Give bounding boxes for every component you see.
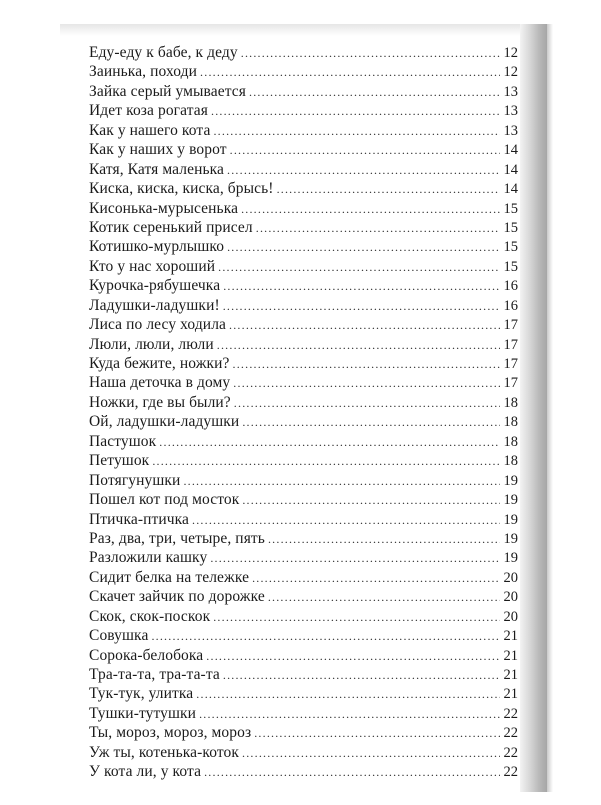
toc-entry-title: Потягунушки — [89, 471, 181, 489]
toc-dot-leader — [159, 433, 500, 452]
toc-entry-page-number: 21 — [503, 667, 518, 683]
toc-dot-leader — [217, 336, 500, 355]
toc-entry — [89, 762, 518, 781]
toc-dot-leader — [192, 511, 500, 530]
toc-entry-page-number: 17 — [503, 317, 518, 334]
toc-entry-title: Пошел кот под мосток — [89, 491, 240, 509]
toc-entry-title: Как у нашего кота — [89, 121, 211, 139]
toc-entry — [89, 354, 518, 373]
toc-entry — [89, 548, 518, 567]
toc-entry-page-number: 22 — [503, 764, 518, 781]
toc-dot-leader — [252, 569, 500, 588]
toc-entry — [89, 121, 518, 140]
toc-dot-leader — [234, 394, 500, 413]
page-edge-shadow — [520, 24, 547, 792]
toc-entry-title: Скачет зайчик по дорожке — [89, 588, 265, 606]
toc-entry-title: Уж ты, котенька-коток — [89, 743, 240, 761]
toc-entry-page-number: 16 — [503, 278, 518, 295]
toc-entry-page-number: 17 — [503, 375, 518, 392]
toc-entry-title: Кисонька-мурысенька — [89, 199, 239, 217]
toc-entry-title: Котишко-мурлышко — [89, 238, 225, 256]
toc-entry — [89, 257, 518, 276]
toc-entry — [89, 646, 518, 665]
toc-entry-page-number: 17 — [503, 336, 518, 353]
toc-entry — [89, 237, 518, 256]
toc-entry-title: Зайка серый умывается — [89, 82, 246, 100]
toc-dot-leader — [241, 200, 500, 219]
toc-entry — [89, 723, 518, 742]
toc-dot-leader — [211, 102, 500, 121]
toc-entry-page-number: 21 — [503, 628, 518, 645]
toc-entry-page-number: 22 — [503, 725, 518, 742]
toc-entry — [89, 199, 518, 218]
toc-entry-page-number: 17 — [503, 356, 518, 372]
toc-entry-page-number: 18 — [503, 414, 518, 431]
toc-entry-title: Птичка-птичка — [89, 510, 190, 528]
toc-entry — [89, 607, 518, 626]
toc-dot-leader — [230, 141, 500, 160]
toc-entry-title: Тук-тук, улитка — [89, 685, 194, 703]
toc-entry-page-number: 21 — [503, 686, 518, 703]
toc-dot-leader — [268, 530, 500, 549]
toc-entry-title: Петушок — [89, 452, 150, 470]
toc-entry — [89, 587, 518, 606]
toc-entry — [89, 296, 518, 315]
toc-entry-page-number: 18 — [503, 453, 518, 470]
toc-entry — [89, 335, 518, 354]
toc-dot-leader — [249, 83, 500, 102]
toc-entry-title: Ты, мороз, мороз, мороз — [89, 724, 252, 742]
toc-entry-title: Люли, люли, люли — [89, 335, 214, 353]
toc-entry — [89, 665, 518, 684]
toc-entry — [89, 626, 518, 645]
toc-entry-page-number: 19 — [503, 492, 518, 509]
toc-entry — [89, 451, 518, 470]
toc-entry — [89, 315, 518, 334]
toc-dot-leader — [151, 627, 500, 646]
toc-entry-page-number: 18 — [503, 394, 518, 411]
toc-entry-title: Пастушок — [89, 432, 157, 450]
toc-entry — [89, 412, 518, 431]
toc-entry-title: Курочка-рябушечка — [89, 277, 221, 295]
toc-dot-leader — [242, 413, 500, 432]
toc-dot-leader — [152, 452, 500, 471]
toc-dot-leader — [256, 219, 500, 238]
toc-entry-page-number: 22 — [503, 705, 518, 722]
toc-entry — [89, 510, 518, 529]
toc-dot-leader — [227, 161, 500, 180]
toc-entry-page-number: 15 — [503, 239, 518, 256]
toc-entry-title: Совушка — [89, 627, 149, 645]
toc-entry-page-number: 20 — [503, 569, 518, 586]
toc-entry — [89, 471, 518, 490]
toc-dot-leader — [200, 63, 500, 82]
toc-entry-title: Как у наших у ворот — [89, 141, 227, 159]
toc-dot-leader — [223, 666, 500, 685]
toc-dot-leader — [213, 122, 500, 141]
toc-dot-leader — [183, 472, 500, 491]
toc-entry — [89, 393, 518, 412]
toc-entry — [89, 704, 518, 723]
toc-entry-page-number: 14 — [503, 161, 518, 178]
toc-entry — [89, 101, 518, 120]
toc-dot-leader — [206, 647, 500, 666]
toc-entry — [89, 82, 518, 101]
toc-entry-title: Тушки-тутушки — [89, 704, 197, 722]
toc-entry-page-number: 14 — [503, 181, 518, 198]
page-edge-fade — [547, 24, 553, 792]
toc-entry-title: Ой, ладушки-ладушки — [89, 413, 240, 431]
toc-dot-leader — [210, 549, 500, 568]
toc-entry-title: Сидит белка на тележке — [89, 568, 250, 586]
toc-entry-page-number: 13 — [503, 103, 518, 120]
toc-entry-page-number: 13 — [503, 83, 518, 100]
toc-entry-title: Котик серенький присел — [89, 218, 253, 236]
toc-entry-page-number: 15 — [503, 219, 518, 236]
toc-dot-leader — [254, 724, 500, 743]
toc-entry — [89, 568, 518, 587]
toc-entry-page-number: 20 — [503, 608, 518, 625]
toc-entry-title: Еду-еду к бабе, к деду — [89, 44, 238, 61]
toc-entry-page-number: 12 — [503, 64, 518, 81]
toc-entry-title: Идет коза рогатая — [89, 102, 208, 120]
toc-entry-page-number: 19 — [503, 550, 518, 567]
toc-entry-title: Разложили кашку — [89, 549, 208, 567]
toc-entry-page-number: 18 — [503, 433, 518, 450]
toc-entry-title: Заинька, походи — [89, 63, 198, 81]
toc-entry-title: Раз, два, три, четыре, пять — [89, 529, 265, 547]
toc-entry-page-number: 19 — [503, 511, 518, 528]
toc-entry-title: Катя, Катя маленька — [89, 160, 225, 178]
toc-entry — [89, 373, 518, 392]
toc-entry-title: Киска, киска, киска, брысь! — [89, 180, 274, 198]
toc-entry-page-number: 14 — [503, 142, 518, 159]
toc-entry — [89, 160, 518, 179]
page-top-shadow — [60, 24, 540, 36]
table-of-contents — [89, 43, 518, 782]
toc-entry-title: У кота ли, у кота — [89, 763, 202, 781]
toc-entry-page-number: 13 — [503, 122, 518, 139]
toc-entry — [89, 684, 518, 703]
toc-dot-leader — [277, 180, 500, 199]
toc-dot-leader — [229, 316, 500, 335]
toc-entry — [89, 432, 518, 451]
toc-entry-page-number: 19 — [503, 472, 518, 489]
toc-entry — [89, 529, 518, 548]
toc-entry — [89, 218, 518, 237]
toc-entry-page-number: 20 — [503, 589, 518, 606]
toc-entry-title: Ладушки-ладушки! — [89, 296, 220, 314]
toc-dot-leader — [233, 374, 500, 393]
toc-entry — [89, 743, 518, 762]
toc-dot-leader — [227, 238, 500, 257]
toc-entry-title: Ножки, где вы были? — [89, 393, 231, 411]
toc-dot-leader — [213, 608, 500, 627]
toc-entry-title: Наша деточка в дому — [89, 374, 231, 392]
toc-dot-leader — [268, 588, 500, 607]
toc-entry — [89, 276, 518, 295]
toc-dot-leader — [218, 258, 500, 277]
toc-entry-page-number: 15 — [503, 200, 518, 217]
toc-dot-leader — [233, 355, 500, 374]
toc-dot-leader — [241, 44, 500, 63]
toc-dot-leader — [223, 297, 500, 316]
toc-entry — [89, 140, 518, 159]
toc-entry — [89, 179, 518, 198]
toc-dot-leader — [199, 705, 500, 724]
toc-entry — [89, 43, 518, 62]
toc-entry-title: Тра-та-та, тра-та-та — [89, 666, 220, 683]
toc-dot-leader — [196, 685, 500, 704]
toc-entry-page-number: 21 — [503, 647, 518, 664]
toc-entry-page-number: 16 — [503, 297, 518, 314]
toc-dot-leader — [242, 491, 500, 510]
toc-entry-page-number: 19 — [503, 530, 518, 547]
toc-dot-leader — [223, 277, 500, 296]
toc-entry-title: Сорока-белобока — [89, 646, 204, 664]
toc-entry-title: Куда бежите, ножки? — [89, 355, 230, 372]
toc-dot-leader — [204, 763, 500, 782]
toc-dot-leader — [242, 744, 500, 763]
toc-entry-page-number: 15 — [503, 258, 518, 275]
toc-entry-title: Лиса по лесу ходила — [89, 316, 227, 334]
toc-entry-title: Кто у нас хороший — [89, 257, 216, 275]
toc-entry-title: Скок, скок-поскок — [89, 607, 211, 625]
toc-entry — [89, 62, 518, 81]
toc-entry-page-number: 22 — [503, 744, 518, 761]
toc-entry — [89, 490, 518, 509]
toc-entry-page-number: 12 — [503, 45, 518, 61]
